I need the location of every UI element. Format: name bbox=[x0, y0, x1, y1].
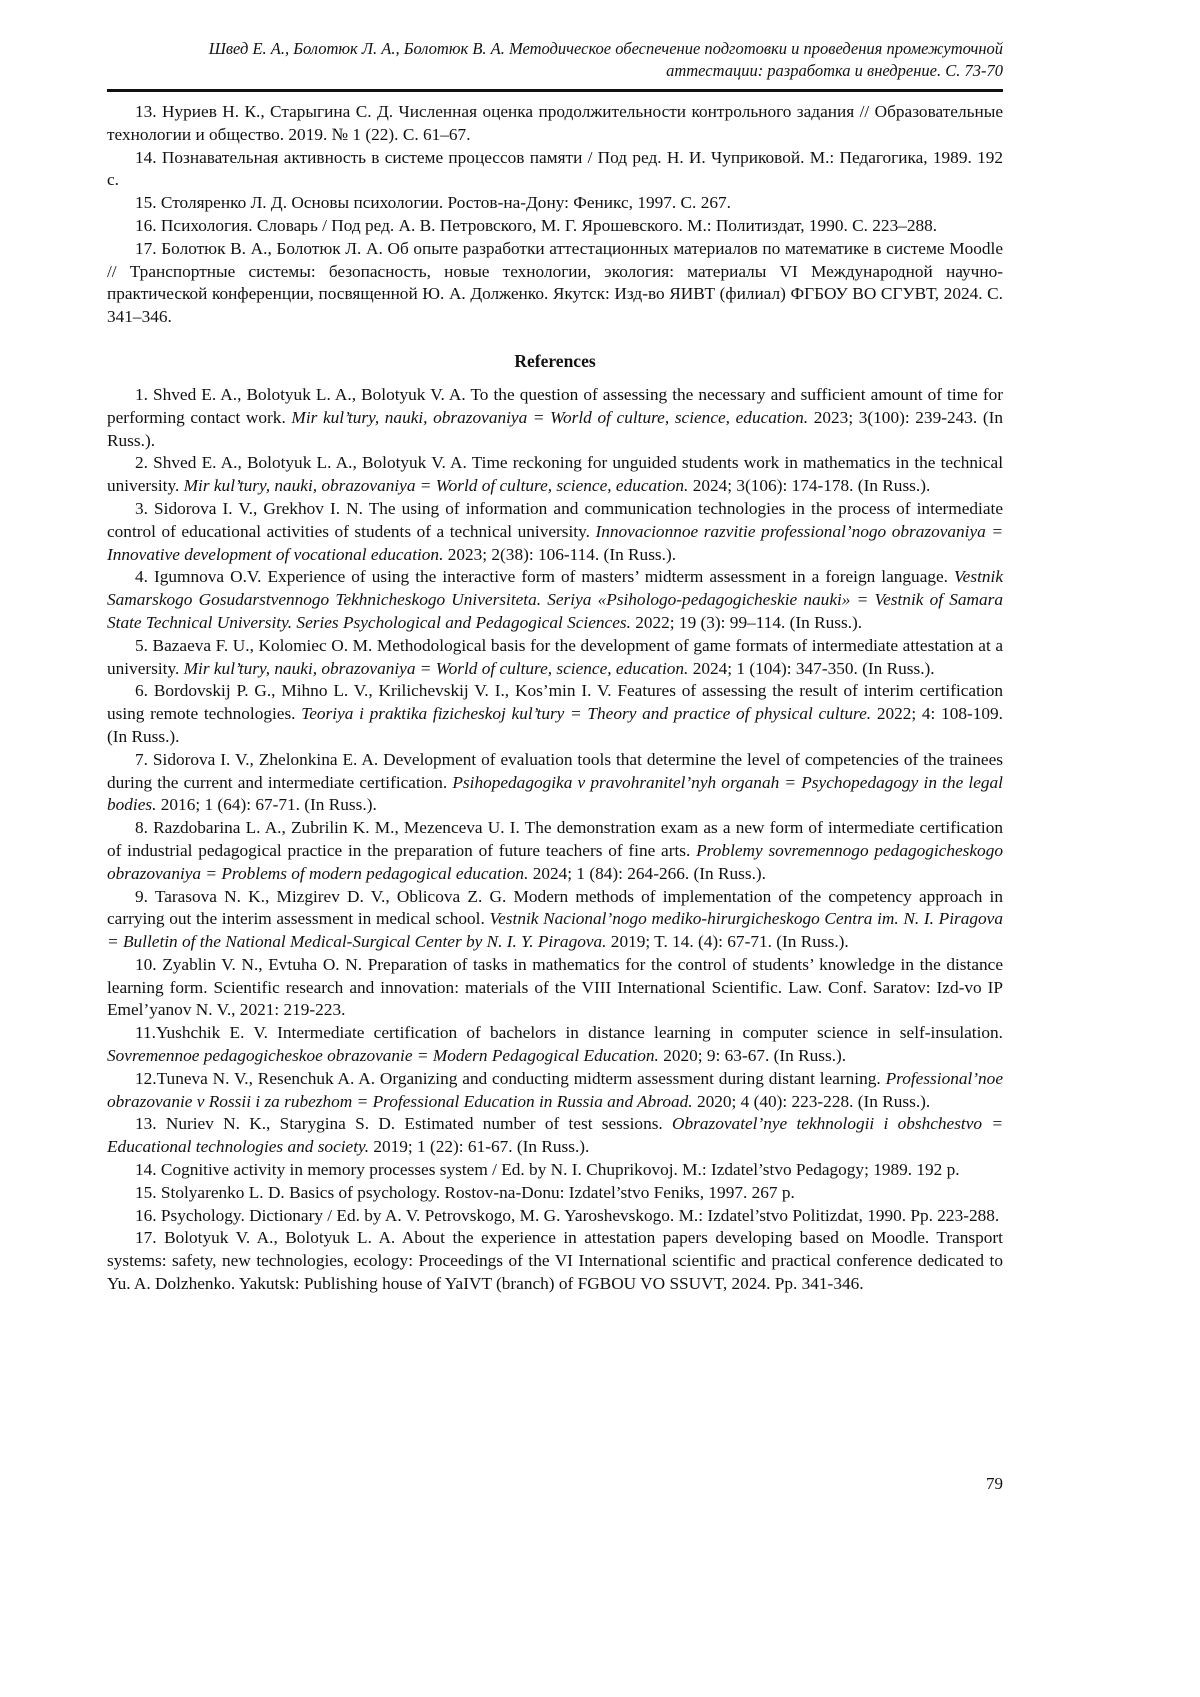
reference-text: 2019; 1 (22): 61-67. (In Russ.). bbox=[369, 1137, 589, 1156]
reference-text: 17. Bolotyuk V. A., Bolotyuk L. A. About the experience in attestation papers developing based on Moodle. Transport systems: safety, new technologies, ecology: Proceedings of the VI International scientific and practical conference dedicated to Yu. A. Dolzhenko. Yakutsk: Publishing house of YaIVT (branch) of FGBOU VO SSUVT, 2024. Pp. 341-346. bbox=[107, 1228, 1003, 1293]
reference-item bbox=[107, 1022, 1003, 1068]
reference-text: 17. Болотюк В. А., Болотюк Л. А. Об опыте разработки аттестационных материалов по математике в системе Moodle // Транспортные системы: безопасность, новые технологии, экология: материалы VI Международной научно-практической конференции, посвященной Ю. А. Долженко. Якутск: Изд-во ЯИВТ (филиал) ФГБОУ ВО СГУВТ, 2024. С. 341–346. bbox=[107, 239, 1003, 326]
reference-text: 13. Нуриев Н. К., Старыгина С. Д. Численная оценка продолжительности контрольного задания // Образовательные технологии и общество. 2019. № 1 (22). С. 61–67. bbox=[107, 102, 1003, 144]
reference-text: 5. Bazaeva F. U., Kolomiec O. M. Methodological basis for the development of game formats of intermediate attestation at a university. bbox=[107, 636, 1003, 678]
reference-text: 16. Psychology. Dictionary / Ed. by A. V. Petrovskogo, M. G. Yaroshevskogo. M.: Izdatel’stvo Politizdat, 1990. Pp. 223-288. bbox=[135, 1206, 999, 1225]
reference-text: 2019; T. 14. (4): 67-71. (In Russ.). bbox=[606, 932, 848, 951]
reference-item bbox=[107, 215, 1003, 238]
page-body bbox=[107, 101, 1003, 1296]
page-number: 79 bbox=[986, 1474, 1003, 1494]
reference-source-title: Vestnik Nacional’nogo mediko-hirurgicheskogo Centra im. N. I. Piragova = Bulletin of the National Medical-Surgical Center by N. I. Y. Piragova. bbox=[107, 909, 1003, 951]
running-header-line-1: Швед Е. А., Болотюк Л. А., Болотюк В. А. Методическое обеспечение подготовки и проведения промежуточной bbox=[107, 38, 1003, 60]
reference-item bbox=[107, 635, 1003, 681]
reference-source-title: Psihopedagogika v pravohranitel’nyh organah = Psychopedagogy in the legal bodies. bbox=[107, 773, 1003, 815]
reference-text: 2023; 3(100): 239-243. (In Russ.). bbox=[107, 408, 1003, 450]
reference-item bbox=[107, 238, 1003, 329]
reference-text: 3. Sidorova I. V., Grekhov I. N. The using of information and communication technologies in the process of intermediate control of educational activities of students of a technical university. bbox=[107, 499, 1003, 541]
reference-item bbox=[107, 817, 1003, 885]
reference-text: 2023; 2(38): 106-114. (In Russ.). bbox=[443, 545, 676, 564]
reference-item bbox=[107, 749, 1003, 817]
reference-source-title: Vestnik Samarskogo Gosudarstvennogo Tekhnicheskogo Universiteta. Seriya «Psihologo-pedagogicheskie nauki» = Vestnik of Samara State Technical University. Series Psychological and Pedagogical Sciences. bbox=[107, 567, 1003, 632]
reference-text: 12.Tuneva N. V., Resenchuk A. A. Organizing and conducting midterm assessment during distant learning. bbox=[135, 1069, 886, 1088]
reference-text: 4. Igumnova O.V. Experience of using the interactive form of masters’ midterm assessment in a foreign language. bbox=[135, 567, 954, 586]
reference-source-title: Teoriya i praktika fizicheskoj kul’tury = Theory and practice of physical culture. bbox=[301, 704, 871, 723]
reference-item bbox=[107, 1182, 1003, 1205]
reference-item bbox=[107, 192, 1003, 215]
reference-text: 11.Yushchik E. V. Intermediate certification of bachelors in distance learning in computer science in self-insulation. bbox=[135, 1023, 1003, 1042]
reference-text: 2. Shved E. A., Bolotyuk L. A., Bolotyuk V. A. Time reckoning for unguided students work in mathematics in the technical university. bbox=[107, 453, 1003, 495]
running-header-line-2: аттестации: разработка и внедрение. С. 73-70 bbox=[107, 60, 1003, 82]
reference-item bbox=[107, 1227, 1003, 1295]
reference-text: 10. Zyablin V. N., Evtuha O. N. Preparation of tasks in mathematics for the control of students’ knowledge in the distance learning form. Scientific research and innovation: materials of the VIII International Scientific. Law. Conf. Saratov: Izd-vo IP Emel’yanov N. V., 2021: 219-223. bbox=[107, 955, 1003, 1020]
reference-text: 15. Stolyarenko L. D. Basics of psychology. Rostov-na-Donu: Izdatel’stvo Feniks, 1997. 267 p. bbox=[135, 1183, 795, 1202]
reference-item bbox=[107, 1068, 1003, 1114]
reference-text: 16. Психология. Словарь / Под ред. А. В. Петровского, М. Г. Ярошевского. М.: Политиздат, 1990. С. 223–288. bbox=[135, 216, 937, 235]
reference-item bbox=[107, 680, 1003, 748]
reference-text: 14. Познавательная активность в системе процессов памяти / Под ред. Н. И. Чуприковой. М.: Педагогика, 1989. 192 с. bbox=[107, 148, 1003, 190]
reference-text: 15. Столяренко Л. Д. Основы психологии. Ростов-на-Дону: Феникс, 1997. С. 267. bbox=[135, 193, 731, 212]
reference-source-title: Professional’noe obrazovanie v Rossii i za rubezhom = Professional Education in Russia and Abroad. bbox=[107, 1069, 1003, 1111]
reference-item bbox=[107, 954, 1003, 1022]
reference-source-title: Obrazovatel’nye tekhnologii i obshchestvo = Educational technologies and society. bbox=[107, 1114, 1003, 1156]
reference-item bbox=[107, 147, 1003, 193]
reference-text: 7. Sidorova I. V., Zhelonkina E. A. Development of evaluation tools that determine the level of competencies of the trainees during the current and intermediate certification. bbox=[107, 750, 1003, 792]
reference-text: 2020; 4 (40): 223-228. (In Russ.). bbox=[693, 1092, 931, 1111]
reference-item bbox=[107, 1205, 1003, 1228]
reference-text: 2022; 4: 108-109. (In Russ.). bbox=[107, 704, 1003, 746]
reference-item bbox=[107, 452, 1003, 498]
reference-source-title: Problemy sovremennogo pedagogicheskogo obrazovaniya = Problems of modern pedagogical education. bbox=[107, 841, 1003, 883]
reference-text: 2020; 9: 63-67. (In Russ.). bbox=[659, 1046, 846, 1065]
running-header bbox=[107, 38, 1003, 82]
reference-source-title: Mir kul’tury, nauki, obrazovaniya = World of culture, science, education. bbox=[291, 408, 808, 427]
reference-text: 13. Nuriev N. K., Starygina S. D. Estimated number of test sessions. bbox=[135, 1114, 672, 1133]
reference-source-title: Innovacionnoe razvitie professional’nogo obrazovaniya = Innovative development of vocational education. bbox=[107, 522, 1003, 564]
references-heading: References bbox=[107, 350, 1003, 372]
reference-item bbox=[107, 566, 1003, 634]
reference-text: 2024; 1 (84): 264-266. (In Russ.). bbox=[528, 864, 766, 883]
reference-item bbox=[107, 1113, 1003, 1159]
reference-text: 14. Cognitive activity in memory processes system / Ed. by N. I. Chuprikovoj. M.: Izdatel’stvo Pedagogy; 1989. 192 p. bbox=[135, 1160, 960, 1179]
reference-source-title: Sovremennoe pedagogicheskoe obrazovanie = Modern Pedagogical Education. bbox=[107, 1046, 659, 1065]
reference-source-title: Mir kul’tury, nauki, obrazovaniya = World of culture, science, education. bbox=[184, 476, 689, 495]
reference-item bbox=[107, 1159, 1003, 1182]
reference-text: 1. Shved E. A., Bolotyuk L. A., Bolotyuk V. A. To the question of assessing the necessary and sufficient amount of time for performing contact work. bbox=[107, 385, 1003, 427]
reference-text: 2024; 1 (104): 347-350. (In Russ.). bbox=[688, 659, 934, 678]
header-rule bbox=[107, 89, 1003, 92]
reference-item bbox=[107, 498, 1003, 566]
reference-text: 2016; 1 (64): 67-71. (In Russ.). bbox=[156, 795, 376, 814]
reference-text: 9. Tarasova N. K., Mizgirev D. V., Oblicova Z. G. Modern methods of implementation of the competency approach in carrying out the interim assessment in medical school. bbox=[107, 887, 1003, 929]
reference-text: 8. Razdobarina L. A., Zubrilin K. M., Mezenceva U. I. The demonstration exam as a new form of intermediate certification of industrial pedagogical practice in the preparation of future teachers of fine arts. bbox=[107, 818, 1003, 860]
reference-text: 2024; 3(106): 174-178. (In Russ.). bbox=[688, 476, 930, 495]
reference-text: 6. Bordovskij P. G., Mihno L. V., Krilichevskij V. I., Kos’min I. V. Features of assessing the result of interim certification using remote technologies. bbox=[107, 681, 1003, 723]
reference-item bbox=[107, 886, 1003, 954]
english-reference-list bbox=[107, 384, 1003, 1296]
reference-source-title: Mir kul’tury, nauki, obrazovaniya = World of culture, science, education. bbox=[184, 659, 689, 678]
reference-item bbox=[107, 384, 1003, 452]
reference-item bbox=[107, 101, 1003, 147]
russian-reference-list bbox=[107, 101, 1003, 329]
reference-text: 2022; 19 (3): 99–114. (In Russ.). bbox=[631, 613, 862, 632]
